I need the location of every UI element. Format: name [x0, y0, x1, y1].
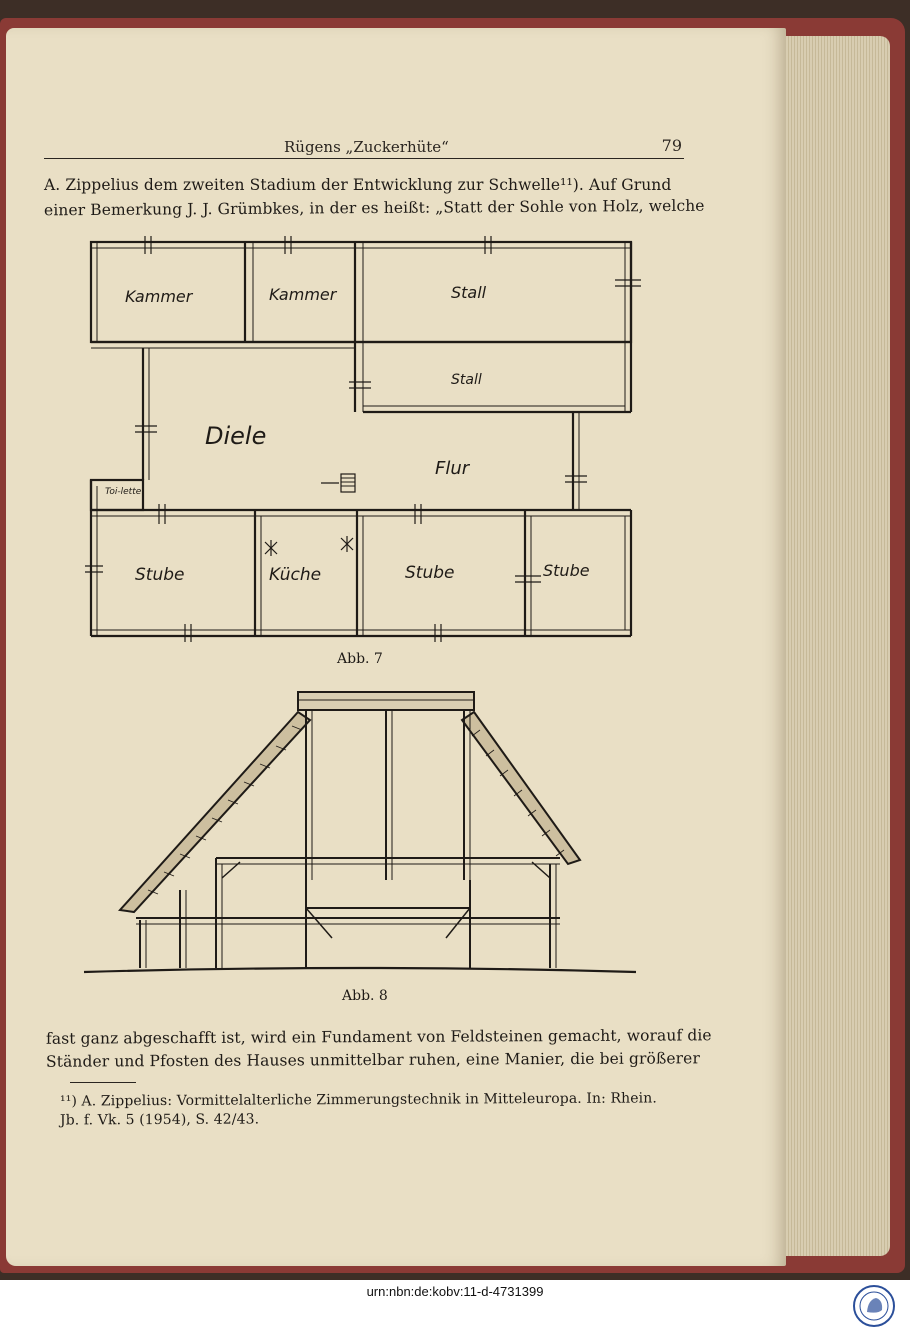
footnote-rule — [70, 1082, 136, 1083]
urn-footer: urn:nbn:de:kobv:11-d-4731399 — [366, 1284, 544, 1299]
body-line-1: A. Zippelius dem zweiten Stadium der Entwicklung zur Schwelle¹¹). Auf Grund — [44, 176, 672, 194]
room-flur: Flur — [435, 458, 470, 479]
room-stube-2: Stube — [405, 563, 455, 583]
room-stall-1: Stall — [451, 283, 487, 302]
figure-8-caption: Abb. 8 — [342, 988, 388, 1004]
room-toilette: Toi-lette — [105, 487, 142, 497]
body-line-4: Ständer und Pfosten des Hauses unmittelbar ruhen, eine Manier, die bei größerer — [45, 1049, 700, 1071]
floor-plan-figure — [85, 236, 645, 646]
running-head — [44, 136, 684, 159]
footnote-line-2: Jb. f. Vk. 5 (1954), S. 42/43. — [59, 1111, 260, 1129]
room-diele: Diele — [205, 422, 267, 450]
room-stube-3: Stube — [543, 561, 590, 580]
university-seal-icon — [852, 1284, 896, 1328]
room-kammer-1: Kammer — [125, 287, 193, 306]
body-line-3: fast ganz abgeschafft ist, wird ein Fundament von Feldsteinen gemacht, worauf die — [45, 1026, 712, 1048]
page-edges — [786, 36, 890, 1256]
room-kueche: Küche — [269, 565, 322, 585]
figure-7-caption: Abb. 7 — [337, 651, 383, 667]
room-stube-1: Stube — [135, 565, 185, 585]
room-kammer-2: Kammer — [269, 285, 337, 304]
body-line-2: einer Bemerkung J. J. Grümbkes, in der es heißt: „Statt der Sohle von Holz, welche — [43, 196, 705, 220]
footnote-line-1: ¹¹) A. Zippelius: Vormittelalterliche Zimmerungstechnik in Mitteleuropa. In: Rhein. — [59, 1090, 657, 1110]
cross-section-figure — [80, 690, 640, 980]
room-stall-2: Stall — [451, 372, 482, 388]
running-title: Rügens „Zuckerhüte“ — [284, 138, 449, 156]
page-number: 79 — [661, 136, 682, 155]
